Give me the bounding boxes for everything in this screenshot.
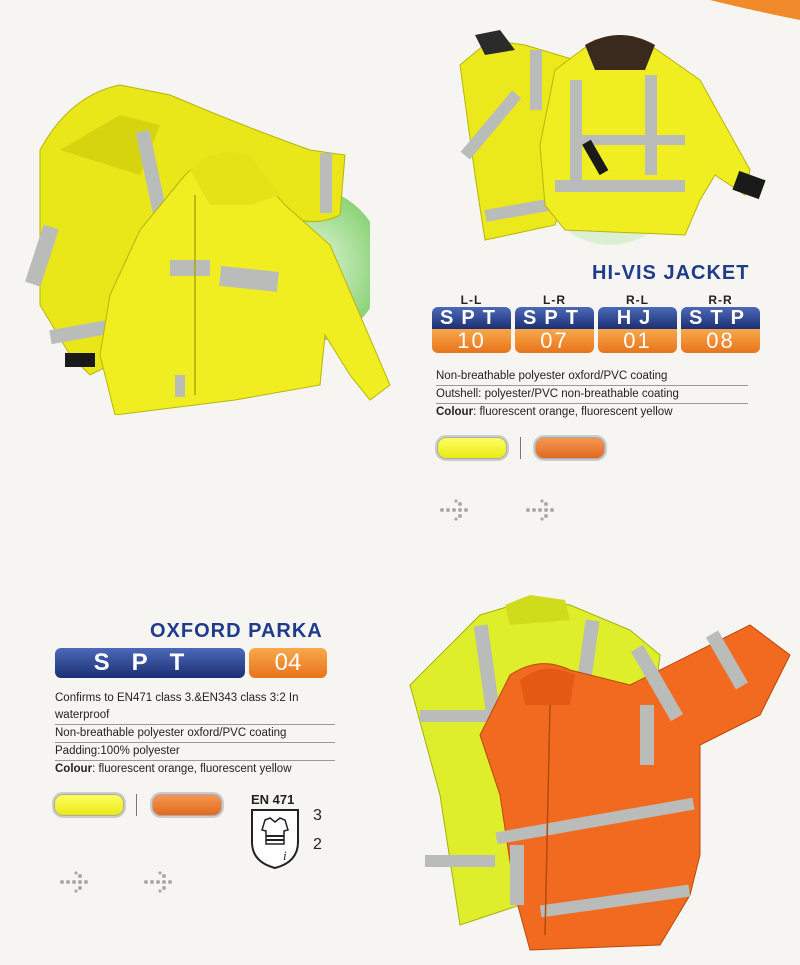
- arrow-right-icon: [58, 870, 94, 894]
- product-code: SPT: [55, 648, 245, 678]
- yellow-colour-swatch: [435, 435, 509, 461]
- yellow-colour-swatch: [52, 792, 126, 818]
- product-number: 10: [432, 329, 511, 353]
- hi-vis-jacket-title: HI-VIS JACKET: [592, 262, 750, 284]
- en471-shield-icon: [248, 808, 302, 870]
- orange-colour-swatch: [533, 435, 607, 461]
- arrow-right-icon: [438, 498, 474, 522]
- arrow-right-icon: [524, 498, 560, 522]
- spec-line: Outshell: polyester/PVC non-breathable coating: [436, 386, 748, 404]
- code-cell: [681, 293, 760, 353]
- product-number: 04: [249, 648, 327, 678]
- position-label: L-L: [460, 293, 483, 307]
- en471-label: EN 471: [251, 792, 295, 807]
- arrow-right-icon: [142, 870, 178, 894]
- product-code: HJ: [598, 307, 677, 329]
- product-number: 01: [598, 329, 677, 353]
- product-code: STP: [681, 307, 760, 329]
- swatch-divider: [136, 794, 137, 816]
- product-code: SPT: [432, 307, 511, 329]
- spec-line: Non-breathable polyester oxford/PVC coating: [436, 368, 748, 386]
- code-cell: [432, 293, 511, 353]
- colour-line: [436, 404, 748, 421]
- product-code: SPT: [515, 307, 594, 329]
- oxford-parka-spec-list: [55, 690, 335, 778]
- colour-label: Colour: [436, 406, 474, 418]
- swatch-divider: [520, 437, 521, 459]
- oxford-parka-code-bar: [55, 648, 327, 678]
- class-top-number: 3: [313, 807, 322, 824]
- oxford-parka-title: OXFORD PARKA: [150, 620, 323, 642]
- colour-value: : fluorescent orange, fluorescent yellow: [473, 406, 673, 418]
- position-label: L-R: [543, 293, 566, 307]
- spec-line: Padding:100% polyester: [55, 743, 335, 761]
- product-number: 08: [681, 329, 760, 353]
- corner-decoration: [710, 0, 800, 20]
- orange-colour-swatch: [150, 792, 224, 818]
- position-label: R-L: [626, 293, 649, 307]
- oxford-parka-photo: [400, 595, 795, 955]
- code-cell: [515, 293, 594, 353]
- colour-line: [55, 761, 335, 778]
- colour-label: Colour: [55, 763, 93, 775]
- code-cell: [598, 293, 677, 353]
- info-letter: i: [283, 848, 287, 863]
- product-number: 07: [515, 329, 594, 353]
- colour-value: : fluorescent orange, fluorescent yellow: [92, 763, 292, 775]
- class-bottom-number: 2: [313, 836, 322, 853]
- hi-vis-jacket-photo-right: [445, 25, 775, 250]
- hi-vis-code-bar: [432, 293, 760, 353]
- hi-vis-spec-list: [436, 368, 748, 421]
- hi-vis-jacket-photo-left: [10, 55, 400, 415]
- spec-line: Non-breathable polyester oxford/PVC coating: [55, 725, 335, 743]
- position-label: R-R: [708, 293, 733, 307]
- spec-line: Confirms to EN471 class 3.&EN343 class 3:2 In waterproof: [55, 690, 335, 725]
